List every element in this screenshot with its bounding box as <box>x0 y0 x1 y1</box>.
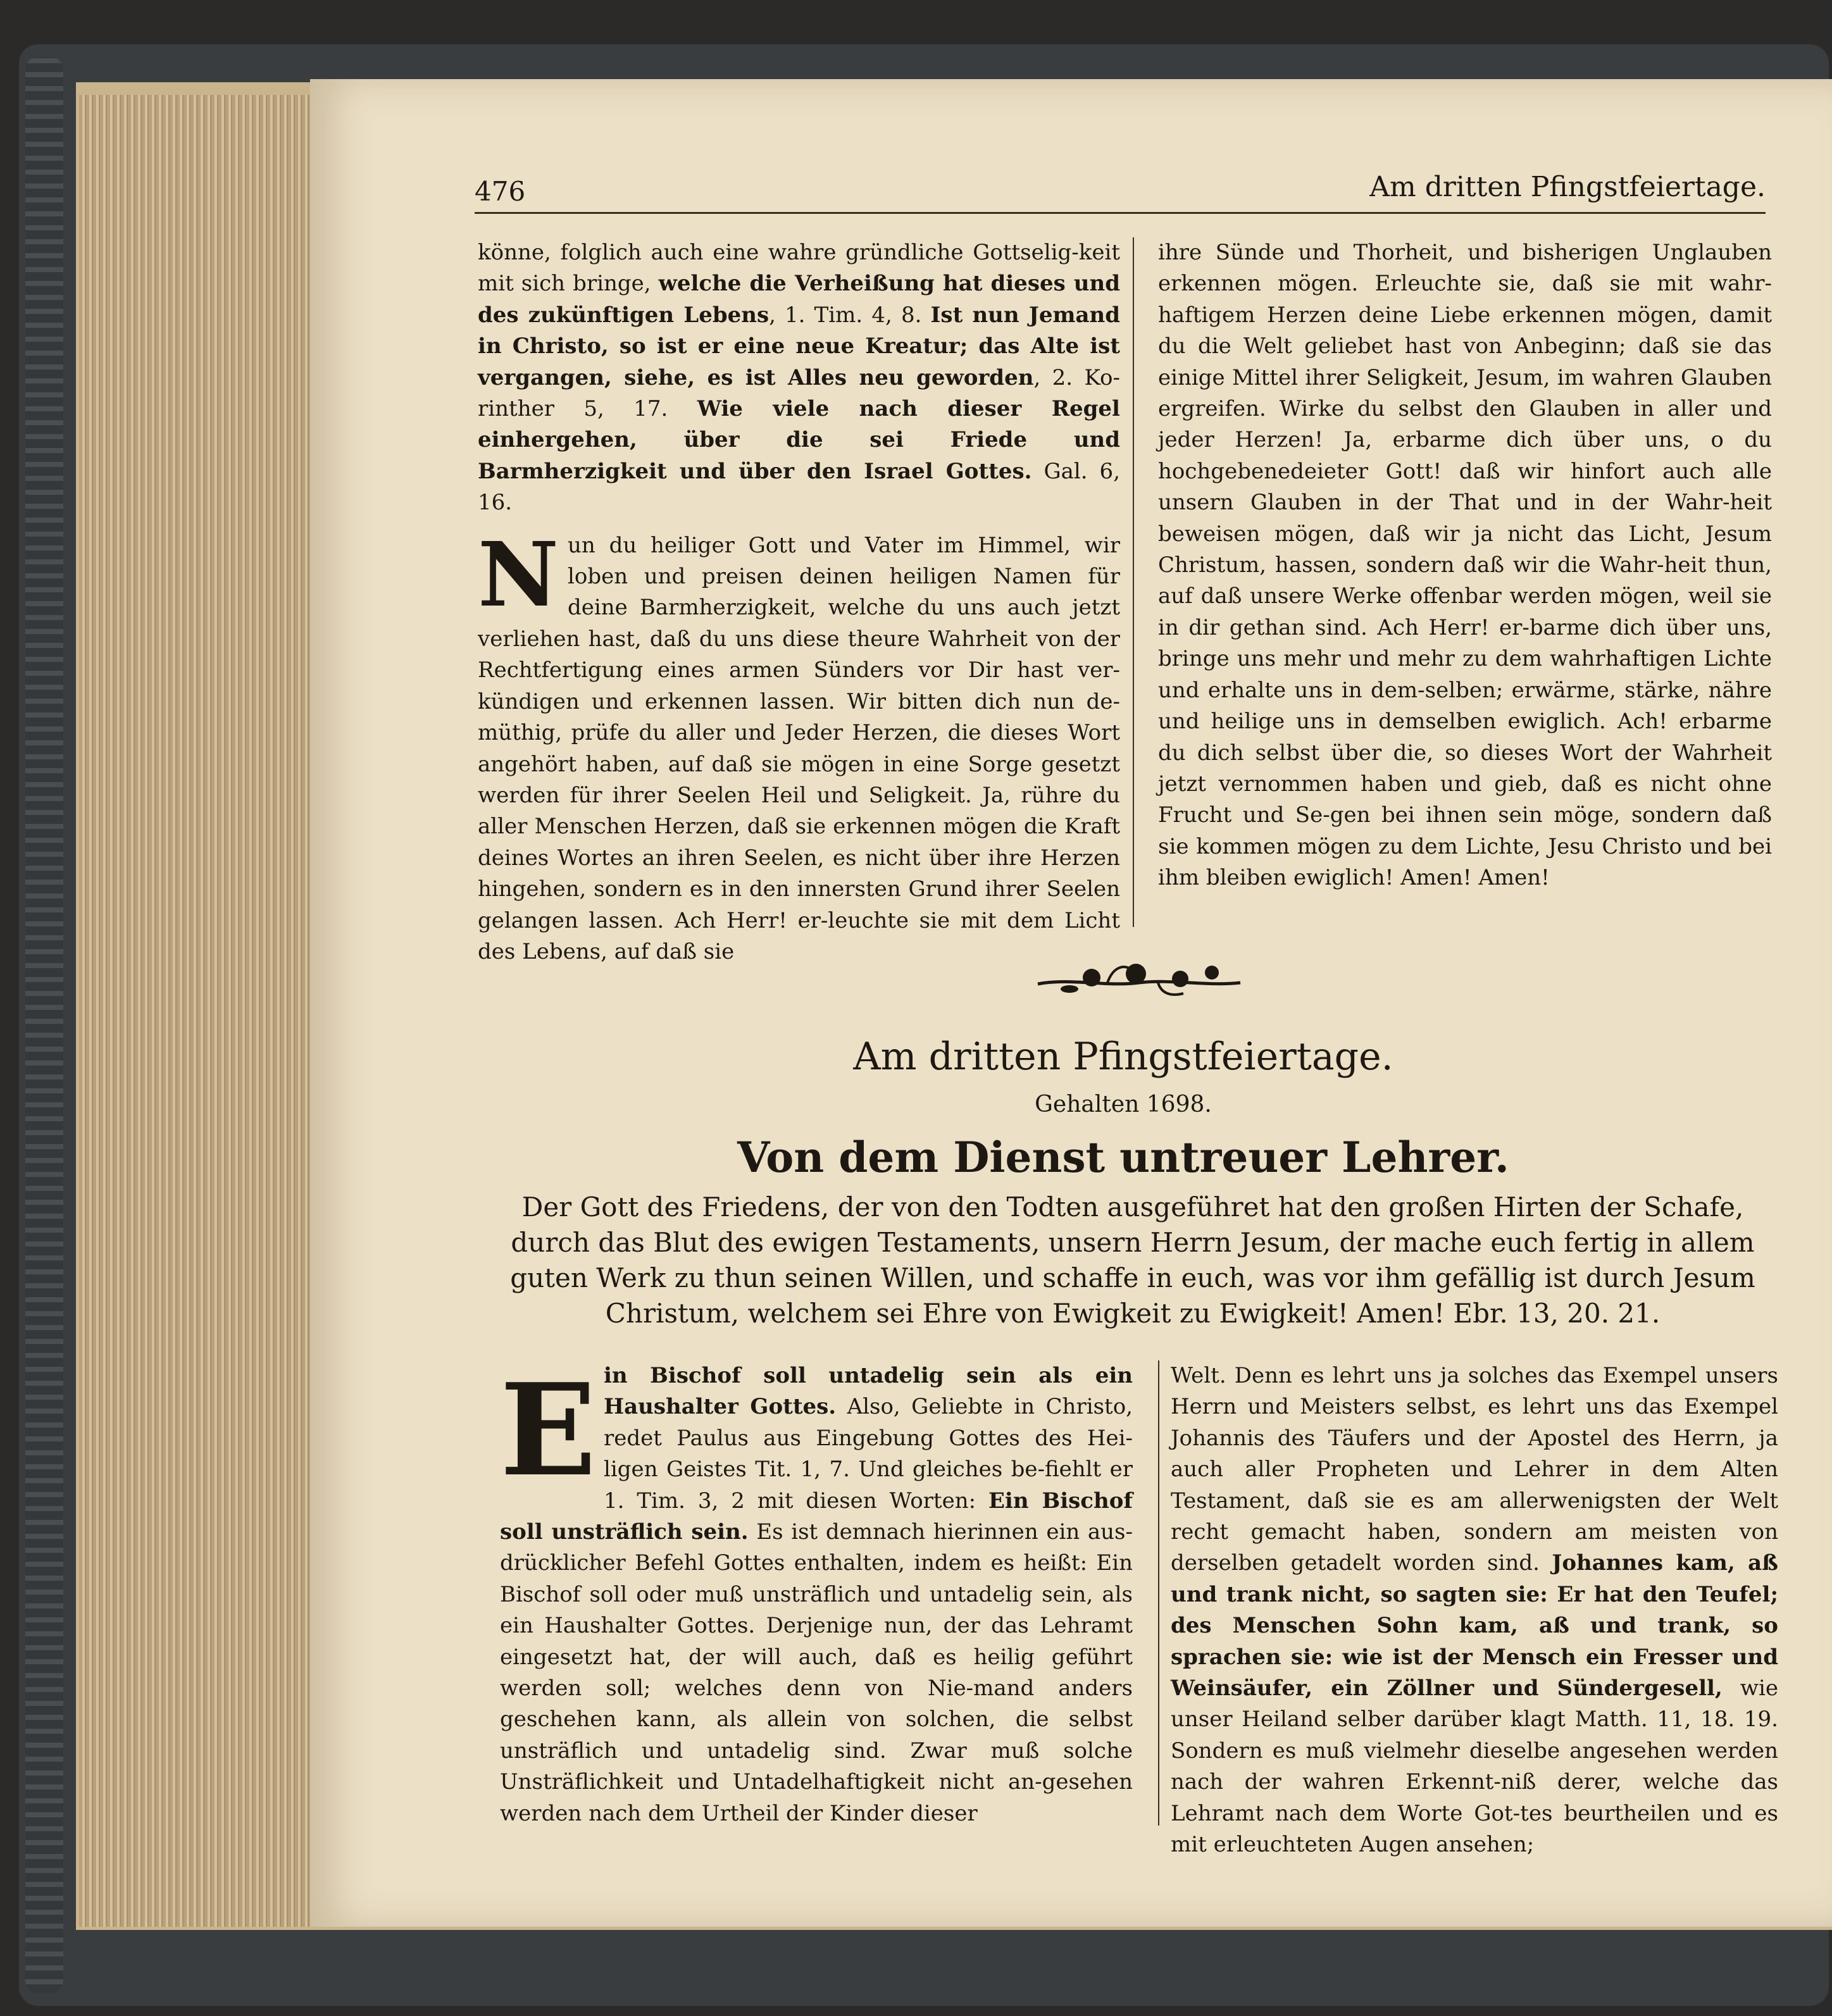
page-number: 476 <box>475 176 526 207</box>
sermon-date: Gehalten 1698. <box>1035 1092 1212 1117</box>
sermon-subtitle: Von dem Dienst untreuer Lehrer. <box>737 1133 1509 1182</box>
paragraph-continuation <box>478 237 1120 519</box>
bold-run: Johannes kam, aß und trank nicht, so sagten sie: Er hat den Teufel; des Menschen Sohn kam, aß und trank, so sprachen sie: wie ist der Mensch ein Fresser und Weinsäufer, ein Zöllner und Sündergesell, <box>1171 1550 1778 1702</box>
header-rule <box>475 212 1766 214</box>
book-spine-edge <box>25 57 63 1993</box>
drop-cap-initial: N <box>478 523 559 627</box>
bold-run: Ist nun Jemand in Christo, so ist er eine neue Kreatur; das Alte ist vergangen, siehe, es ist Alles neu geworden <box>478 302 1120 390</box>
bold-run: in Bischof soll untadelig sein als ein Haushalter Gottes. <box>604 1363 1133 1420</box>
bold-run: Ein Bischof soll unsträflich sein. <box>500 1488 1133 1545</box>
lower-left-column <box>500 1356 1133 1829</box>
text-run: könne, folglich auch eine wahre gründliche Gottselig-keit mit sich bringe, <box>478 240 1120 297</box>
column-divider <box>1158 1360 1159 1826</box>
sermon-motto: Der Gott des Friedens, der von den Todten ausgeführet hat den großen Hirten der Schafe, durch das Blut des ewigen Testaments, unsern Herrn Jesum, der mache euch fertig in allem guten Werk zu thun seinen Willen, und schaffe in euch, was vor ihm gefällig ist durch Jesum Christum, welchem sei Ehre von Ewigkeit zu Ewigkeit! Amen! Ebr. 13, 20. 21. <box>510 1192 1755 1329</box>
sermon-opening <box>500 1356 1133 1829</box>
sermon-title: Am dritten Pfingstfeiertage. <box>853 1035 1393 1079</box>
lower-right-column <box>1171 1360 1778 1861</box>
text-run: Es ist demnach hierinnen ein aus-drücklicher Befehl Gottes enthalten, indem es heißt: Ein Bischof soll oder muß unsträflich und untadelig sein, als ein Haushalter Gottes. Derjenige nun, der das Lehramt eingesetzt hat, der will auch, daß es heilig geführt werden soll; welches denn von Nie-mand anders geschehen kann, als allein von solchen, die selbst unsträflich und untadelig sind. Zwar muß solche Unsträflichkeit und Untadelhaftigkeit nicht an-gesehen werden nach dem Urtheil der Kinder dieser <box>500 1519 1133 1826</box>
page-edges <box>79 95 332 1927</box>
prayer-text: un du heiliger Gott und Vater im Himmel, wir loben und preisen deinen heiligen Namen für deine Barmherzigkeit, welche du uns auch jetzt verliehen hast, daß du uns diese theure Wahrheit von der Rechtfertigung eines armen Sünders vor Dir hast ver-kündigen und erkennen lassen. Wir bitten dich nun de-müthig, prüfe du aller und Jeder Herzen, die dieses Wort angehört haben, auf daß sie mögen in eine Sorge gesetzt werden für ihrer Seelen Heil und Seligkeit. Ja, rühre du aller Menschen Herzen, daß sie erkennen mögen die Kraft deines Wortes an ihren Seelen, es nicht über ihre Herzen hingehen, sondern es in den innersten Grund ihrer Seelen gelangen lassen. Ach Herr! er-leuchte sie mit dem Licht des Lebens, auf daß sie <box>478 532 1120 964</box>
page-header <box>475 171 1766 215</box>
floral-ornament-icon <box>1031 959 1247 1003</box>
prayer-continuation: ihre Sünde und Thorheit, und bisherigen Unglauben erkennen mögen. Erleuchte sie, daß sie mit wahr-haftigem Herzen deine Liebe erkennen mögen, damit du die Welt geliebet hast von Anbeginn; daß sie das einige Mittel ihrer Seligkeit, Jesum, im wahren Glauben ergreifen. Wirke du selbst den Glauben in aller und jeder Herzen! Ja, erbarme dich über uns, o du hochgebenedeieter Gott! daß wir hinfort auch alle unsern Glauben in der That und in der Wahr-heit beweisen mögen, daß wir ja nicht das Licht, Jesum Christum, hassen, sondern daß wir die Wahr-heit thun, auf daß unsere Werke offenbar werden mögen, weil sie in dir gethan sind. Ach Herr! er-barme dich über uns, bringe uns mehr und mehr zu dem wahrhaftigen Lichte und erhalte uns in dem-selben; erwärme, stärke, nähre und heilige uns in demselben ewiglich. Ach! erbarme du dich selbst über die, so dieses Wort der Wahrheit jetzt vernommen haben und gieb, daß es nicht ohne Frucht und Se-gen bei ihnen sein möge, sondern daß sie kommen mögen zu dem Lichte, Jesu Christo und bei ihm bleiben ewiglich! Amen! Amen! <box>1158 240 1772 891</box>
column-divider <box>1133 237 1134 927</box>
closing-prayer <box>478 523 1120 968</box>
bold-run: welche die Verheißung hat dieses und des zukünftigen Lebens <box>478 271 1120 328</box>
running-title: Am dritten Pfingstfeiertage. <box>1369 171 1766 203</box>
text-run: , 1. Tim. 4, 8. <box>769 302 931 328</box>
decorative-initial: E <box>500 1356 597 1505</box>
upper-right-column <box>1158 237 1772 894</box>
text-run: wie unser Heiland selber darüber klagt Matth. 11, 18. 19. Sondern es muß vielmehr dieselbe angesehen werden nach der wahren Erkennt-niß derer, welche das Lehramt nach dem Worte Got-tes beurtheilen und es mit erleuchteten Augen ansehen; <box>1171 1676 1778 1858</box>
text-run: , 2. Ko-rinther 5, 17. <box>478 364 1120 422</box>
text-run: Welt. Denn es lehrt uns ja solches das Exempel unsers Herrn und Meisters selbst, es lehrt uns das Exempel Johannis des Täufers und der Apostel des Herrn, ja auch aller Propheten und Lehrer in dem Alten Testament, daß sie es am allerwenigsten der Welt recht gemacht haben, sondern am meisten von derselben getadelt worden sind. <box>1171 1363 1778 1576</box>
text-run: Also, Geliebte in Christo, redet Paulus aus Eingebung Gottes des Hei-ligen Geistes Tit. 1, 7. Und gleiches be-fiehlt er 1. Tim. 3, 2 mit diesen Worten: <box>604 1394 1133 1514</box>
text-run: Gal. 6, 16. <box>478 458 1120 516</box>
sermon-continuation <box>1171 1360 1778 1861</box>
bold-run: Wie viele nach dieser Regel einhergehen, über die sei Friede und Barmherzigkeit und über den Israel Gottes. <box>478 396 1120 484</box>
upper-left-column <box>478 237 1120 968</box>
